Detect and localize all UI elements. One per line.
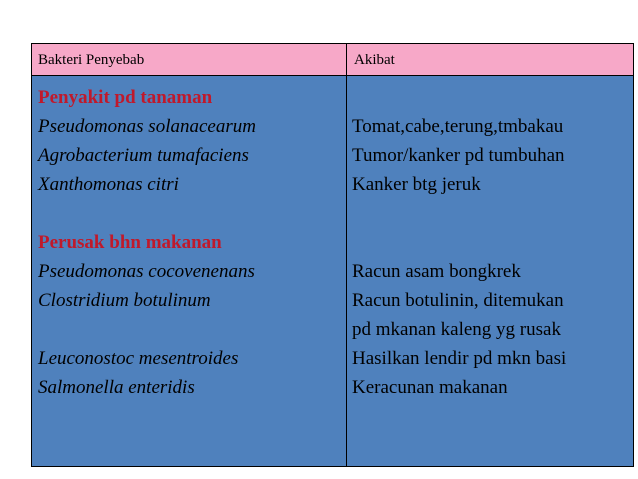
table-body xyxy=(32,76,633,466)
effect-text: Tomat,cabe,terung,tmbakau xyxy=(352,116,564,137)
section-heading-food-spoilage: Perusak bhn makanan xyxy=(38,232,222,253)
header-bacteria: Bakteri Penyebab xyxy=(38,52,145,68)
effect-text: Hasilkan lendir pd mkn basi xyxy=(352,348,567,369)
bacteria-name: Pseudomonas cocovenenans xyxy=(38,261,255,282)
bacteria-name: Agrobacterium tumafaciens xyxy=(38,145,249,166)
effect-text: Racun botulinin, ditemukan xyxy=(352,290,564,311)
bacteria-name: Salmonella enteridis xyxy=(38,377,195,398)
bacteria-table xyxy=(31,43,634,467)
bacteria-name: Clostridium botulinum xyxy=(38,290,211,311)
effect-text: Tumor/kanker pd tumbuhan xyxy=(352,145,565,166)
bacteria-name: Leuconostoc mesentroides xyxy=(38,348,239,369)
effect-text: pd mkanan kaleng yg rusak xyxy=(352,319,561,340)
bacteria-name: Xanthomonas citri xyxy=(38,174,179,195)
effect-text: Kanker btg jeruk xyxy=(352,174,481,195)
bacteria-name: Pseudomonas solanacearum xyxy=(38,116,256,137)
section-heading-plant-disease: Penyakit pd tanaman xyxy=(38,87,213,108)
effect-text: Racun asam bongkrek xyxy=(352,261,521,282)
table-header-row xyxy=(32,44,633,76)
header-effect: Akibat xyxy=(354,52,395,68)
effect-text: Keracunan makanan xyxy=(352,377,508,398)
column-divider xyxy=(346,44,347,466)
